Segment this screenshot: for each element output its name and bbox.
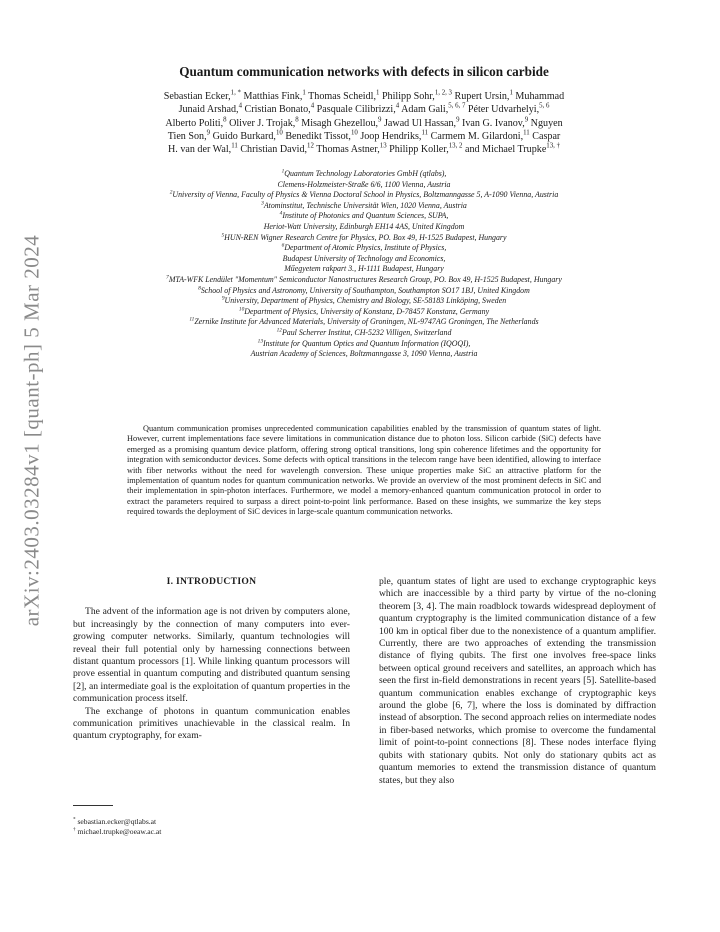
affiliation-line: $^6$Department of Atomic Physics, Institute of Physics, xyxy=(281,242,447,253)
author-line: Junaid Arshad,$^4$ Cristian Bonato,$^4$ Pasquale Cilibrizzi,$^4$ Adam Gali,$^{5, 6, 7}$ Péter Udvarhelyi,$^{5, 6}$ xyxy=(178,102,550,116)
affiliation-line: Clemens-Holzmeister-Straße 6/6, 1100 Vienna, Austria xyxy=(277,179,451,189)
affiliation-line: $^{11}$Zernike Institute for Advanced Materials, University of Groningen, NL-9747AG Groningen, The Netherlands xyxy=(189,316,539,327)
author-line: H. van der Wal,$^{11}$ Christian David,$^{12}$ Thomas Astner,$^{13}$ Philipp Koller,$^{13, 2}$ and Michael Trupke$^{13, \dagger}$ xyxy=(167,142,561,156)
author-list xyxy=(88,90,640,156)
affiliation-line: $^1$Quantum Technology Laboratories GmbH (qtlabs), xyxy=(281,168,447,178)
body-paragraph: ple, quantum states of light are used to exchange cryptographic keys which are inaccessible by a third party by virtue of the no-cloning theorem [3, 4]. The main roadblock towards widespread deployment of quantum cryptography is the limited communication distance of a few 100 km in optical fiber due to the nonexistence of a quantum amplifier. Currently, there are two approaches of extending the transmission distance of flying qubits. The first one involves free-space links between optical ground receivers and satellites, an approach which has seen the first in-field demonstrations in recent years [5]. Satellite-based quantum communication enables exchange of cryptographic keys around the globe [6, 7], where the loss is dominated by diffraction instead of absorption. The second approach relies on intermediate nodes in fiber-based networks, which promise to overcome the fundamental limit of point-to-point connections [8]. These nodes interface flying qubits with stationary qubits. Not only do stationary qubits act as quantum memories to extend the transmission distance of quantum states, but they also xyxy=(379,576,656,786)
affiliation-line: Budapest University of Technology and Economics, xyxy=(282,253,446,263)
footnotes xyxy=(73,817,350,837)
arxiv-identifier-text: arXiv:2403.03284v1 [quant-ph] 5 Mar 2024 xyxy=(19,234,44,626)
affiliation-line: $^{10}$Department of Physics, University of Konstanz, D-78457 Konstanz, Germany xyxy=(238,306,490,316)
affiliation-line: $^2$University of Vienna, Faculty of Physics & Vienna Doctoral School in Physics, Boltzmanngasse 5, A-1090 Vienna, Austria xyxy=(169,189,559,200)
affiliation-line: Heriot-Watt University, Edinburgh EH14 4AS, United Kingdom xyxy=(263,221,465,231)
right-column xyxy=(379,576,656,787)
affiliation-line: $^5$HUN-REN Wigner Research Centre for Physics, PO. Box 49, H-1525 Budapest, Hungary xyxy=(221,231,507,242)
affiliation-list xyxy=(58,169,670,360)
arxiv-identifier xyxy=(14,160,50,700)
affiliation-line: $^3$Atominstitut, Technische Universität Wien, 1020 Vienna, Austria xyxy=(261,200,467,210)
footnote-divider xyxy=(73,805,113,806)
section-heading-introduction: I. INTRODUCTION xyxy=(166,576,257,587)
affiliation-line: $^7$MTA-WFK Lendület "Momentum" Semiconductor Nanostructures Research Group, PO. Box 49, H-1525 Budapest, Hungary xyxy=(166,274,562,284)
footnote-email: * sebastian.ecker@qtlabs.at xyxy=(73,816,157,826)
author-line: Alberto Politi,$^8$ Oliver J. Trojak,$^8$ Misagh Ghezellou,$^9$ Jawad Ul Hassan,$^9$ Ivan G. Ivanov,$^9$ Nguyen xyxy=(165,116,563,129)
affiliation-line: $^{12}$Paul Scherrer Institut, CH-5232 Villigen, Switzerland xyxy=(276,327,452,337)
affiliation-line: Műegyetem rakpart 3., H-1111 Budapest, Hungary xyxy=(284,264,444,274)
affiliation-line: $^9$University, Department of Physics, Chemistry and Biology, SE-58183 Linköping, Sweden xyxy=(221,295,507,306)
footnote-email: † michael.trupke@oeaw.ac.at xyxy=(73,826,162,836)
affiliation-line: $^4$Institute of Photonics and Quantum Sciences, SUPA, xyxy=(279,210,449,221)
abstract: Quantum communication promises unprecedented communication capabilities enabled by the transmission of quantum states of light. However, current implementations face severe limitations in communication distance due to photon loss. Silicon carbide (SiC) defects have emerged as a promising quantum device platform, offering strong optical transitions, long spin coherence lifetimes and the opportunity for integration with semiconductor devices. Some defects with optical transitions in the telecom range have been identified, allowing to interface with fiber networks without the need for wavelength conversion. These unique properties make SiC an attractive platform for the implementation of quantum nodes for quantum communication networks. We provide an overview of the most prominent defects in SiC and their implementation in spin-photon interfaces. Furthermore, we model a memory-enhanced quantum communication protocol in order to extract the parameters required to surpass a direct point-to-point link performance. Based on these insights, we summarize the key steps required towards the deployment of SiC devices in large-scale quantum communication networks. xyxy=(127,424,601,517)
affiliation-line: Austrian Academy of Sciences, Boltzmanngasse 3, 1090 Vienna, Austria xyxy=(250,349,478,359)
body-paragraph: The exchange of photons in quantum communication enables communication primitives unachievable in the classical realm. In quantum cryptography, for exam- xyxy=(73,705,350,742)
paper-title: Quantum communication networks with defects in silicon carbide xyxy=(179,64,549,79)
left-column xyxy=(73,576,350,743)
affiliation-line: $^{13}$Institute for Quantum Optics and Quantum Information (IQOQI), xyxy=(257,337,471,348)
author-line: Tien Son,$^9$ Guido Burkard,$^{10}$ Benedikt Tissot,$^{10}$ Joop Hendriks,$^{11}$ Carmem M. Gilardoni,$^{11}$ Caspar xyxy=(167,129,561,142)
affiliation-line: $^8$School of Physics and Astronomy, University of Southampton, Southampton SO17 1BJ, United Kingdom xyxy=(198,284,530,295)
author-line: Sebastian Ecker,$^{1, *}$ Matthias Fink,$^1$ Thomas Scheidl,$^1$ Philipp Sohr,$^{1, 2, 3}$ Rupert Ursin,$^1$ Muhammad xyxy=(163,89,565,102)
body-paragraph: The advent of the information age is not driven by computers alone, but increasingly by the connection of many computers into ever-growing computer networks. Similarly, quantum technologies will reveal their full potential only by harnessing connections between distant quantum processors [1]. While linking quantum processors will prove essential in quantum computing and distributed quantum sensing [2], an intermediate goal is the exploitation of quantum properties in the communication process itself. xyxy=(73,606,350,705)
